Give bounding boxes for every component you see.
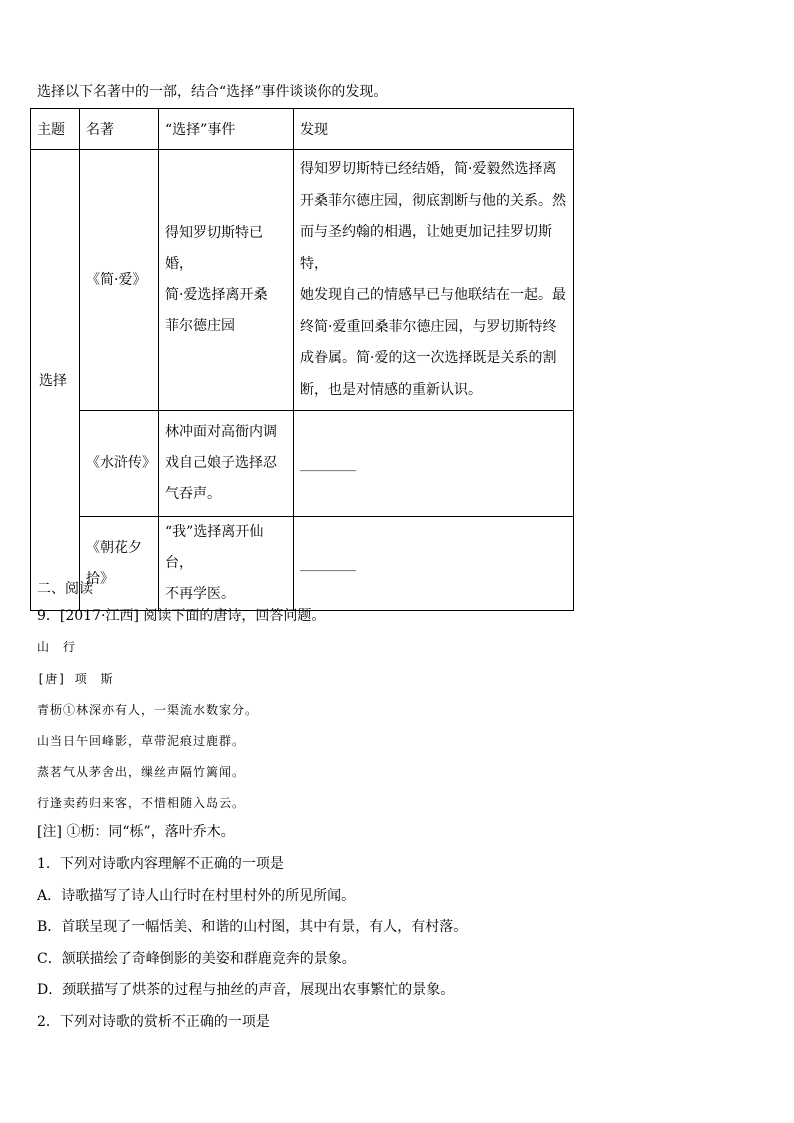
event-cell: 林冲面对高衙内调 戏自己娘子选择忍 气吞声。 <box>159 411 294 517</box>
option-c[interactable]: C．颔联描绘了奇峰倒影的美姿和群鹿竞奔的景象。 <box>37 951 356 967</box>
poem-title: 山 行 <box>37 640 77 654</box>
event-cell: 得知罗切斯特已婚， 简·爱选择离开桑 菲尔德庄园 <box>159 150 294 411</box>
works-table <box>30 108 574 611</box>
table-row <box>31 411 574 517</box>
work-cell: 《朝花夕 拾》 <box>80 517 159 611</box>
poem-line: 山当日午回峰影，草带泥痕过鹿群。 <box>37 734 246 748</box>
work-cell: 《简·爱》 <box>80 150 159 411</box>
table-header-row <box>31 109 574 150</box>
finding-blank-cell <box>294 411 574 517</box>
option-d[interactable]: D．颈联描写了烘茶的过程与抽丝的声音，展现出农事繁忙的景象。 <box>37 982 455 998</box>
option-a[interactable]: A．诗歌描写了诗人山行时在村里村外的所见所闻。 <box>37 888 356 904</box>
event-cell: “我”选择离开仙台， 不再学医。 <box>159 517 294 611</box>
poem-line: 行逢卖药归来客，不惜相随入岛云。 <box>37 796 246 810</box>
finding-cell: 得知罗切斯特已经结婚，简·爱毅然选择离 开桑菲尔德庄园，彻底割断与他的关系。然 而与圣约翰的相遇，让她更加记挂罗切斯特， 她发现自己的情感早已与他联结在一起。最 终简·爱重回桑菲尔德庄园，与罗切斯特终 成眷属。简·爱的这一次选择既是关系的割 断，也是对情感的重新认识。 <box>294 150 574 411</box>
answer-blank[interactable]: ________ <box>300 455 356 472</box>
question-intro: 9．[2017·江西] 阅读下面的唐诗，回答问题。 <box>37 608 326 624</box>
answer-blank[interactable]: ________ <box>300 555 356 572</box>
question-1-stem: 1．下列对诗歌内容理解不正确的一项是 <box>37 856 284 872</box>
poem-author: [唐] 项 斯 <box>37 672 114 686</box>
theme-cell: 选择 <box>31 150 80 611</box>
header-theme: 主题 <box>31 109 80 150</box>
option-b[interactable]: B．首联呈现了一幅恬美、和谐的山村图，其中有景，有人，有村落。 <box>37 919 468 935</box>
instruction-text: 选择以下名著中的一部，结合“选择”事件谈谈你的发现。 <box>37 84 388 100</box>
finding-blank-cell <box>294 517 574 611</box>
poem-note: [注] ①枥：同“栎”，落叶乔木。 <box>37 824 235 840</box>
poem-line: 青枥①林深亦有人，一渠流水数家分。 <box>37 703 259 717</box>
work-cell: 《水浒传》 <box>80 411 159 517</box>
header-work: 名著 <box>80 109 159 150</box>
table-row <box>31 150 574 411</box>
table-row <box>31 517 574 611</box>
header-event: “选择”事件 <box>159 109 294 150</box>
poem-line: 蒸茗气从茅舍出，缫丝声隔竹篱闻。 <box>37 765 246 779</box>
section-heading: 二、阅读 <box>37 581 93 597</box>
header-finding: 发现 <box>294 109 574 150</box>
question-2-stem: 2．下列对诗歌的赏析不正确的一项是 <box>37 1014 270 1030</box>
